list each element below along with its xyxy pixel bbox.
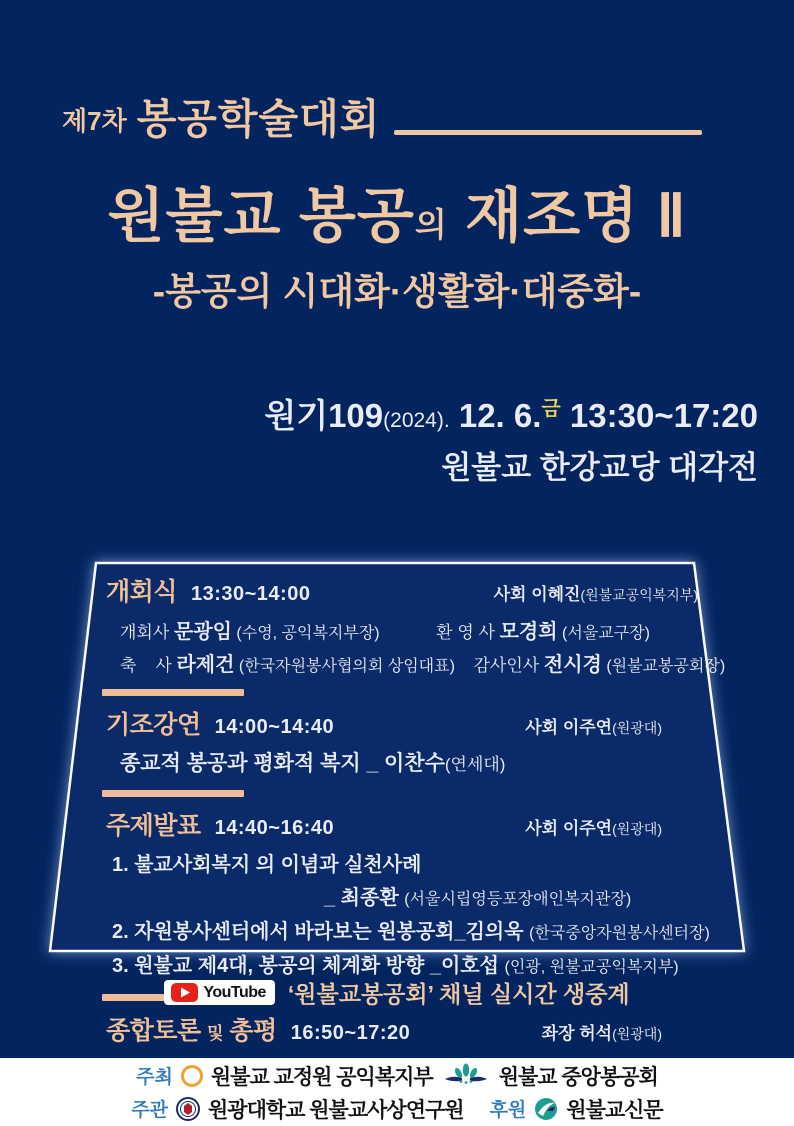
subtitle: -봉공의 시대화·생활화·대중화- <box>152 271 642 312</box>
speaker-name: _김의욱 <box>454 921 530 943</box>
opening-row-2 <box>120 648 726 677</box>
item-title: 3. 원불교 제4대, 봉공의 체계화 방향 <box>112 955 430 977</box>
section-opening-host <box>494 580 698 605</box>
divider-bar <box>102 689 244 696</box>
presentation-item-1-speaker <box>324 881 698 910</box>
person-name: 모경희 <box>499 621 558 643</box>
venue-line: 원불교 한강교당 대각전 <box>441 450 758 485</box>
footer-host-1: 원불교 교정원 공익복지부 <box>210 1065 433 1089</box>
event-date: 12. 6. <box>449 397 542 434</box>
footer-host-2: 원불교 중앙봉공회 <box>498 1065 658 1089</box>
footer-line-1 <box>136 1061 658 1091</box>
section-opening-head <box>106 572 698 608</box>
footer-organizer: 원광대학교 원불교사상연구원 <box>208 1098 464 1122</box>
opening-row-1 <box>120 615 698 644</box>
section-keynote-title: 기조강연 <box>106 711 201 739</box>
role-label: 축 사 <box>120 656 177 675</box>
main-title-particle: 의 <box>414 206 448 243</box>
host-name: 이주연 <box>562 819 613 838</box>
person-org: (서울교구장) <box>557 625 650 642</box>
person-org: (수영, 공익복지부장) <box>231 625 380 642</box>
presentation-item-3 <box>112 949 698 978</box>
footer-line-2 <box>131 1094 662 1124</box>
item-title: 2. 자원봉사센터에서 바라보는 원봉공회 <box>112 921 455 943</box>
footer <box>0 1058 794 1126</box>
talk-title: 종교적 봉공과 평화적 복지 _ <box>120 752 384 775</box>
person-org: (한국자원봉사협의회 상임대표) <box>234 658 455 675</box>
section-discussion-head <box>106 1011 698 1047</box>
person-org: (원불교봉공회장) <box>601 658 726 675</box>
section-opening-time: 13:30~14:00 <box>190 583 311 605</box>
sponsor-label: 후원 <box>489 1100 527 1121</box>
section-keynote-host <box>525 713 662 738</box>
main-title-pre: 원불교 봉공 <box>107 183 415 249</box>
gregorian-year: (2024). <box>383 409 450 432</box>
host-org: (원광대) <box>612 1026 662 1042</box>
host-label: 주최 <box>136 1067 173 1088</box>
youtube-logo <box>164 980 275 1005</box>
section-presentations-host <box>525 814 662 839</box>
youtube-brand-text: YouTube <box>203 983 266 1001</box>
section-presentations-head <box>106 806 698 842</box>
speaker-name: _ 최종환 <box>324 887 405 909</box>
item-title: 1. 불교사회복지 의 이념과 실천사례 <box>112 854 422 876</box>
person-name: 전시경 <box>543 654 602 676</box>
event-series-title: 봉공학술대회 <box>136 96 381 142</box>
header-underline <box>394 130 702 135</box>
date-line <box>264 390 758 437</box>
section-discussion-title <box>106 1011 277 1047</box>
won-circle-icon <box>181 1065 203 1087</box>
host-label: 좌장 <box>541 1024 580 1043</box>
role-label: 개회사 <box>120 623 174 642</box>
section-keynote-head <box>106 705 698 741</box>
title-block <box>0 168 794 315</box>
discussion-title-mid: 및 <box>207 1024 223 1043</box>
speaker-name: _이호섭 <box>429 955 505 977</box>
role-label: 환 영 사 <box>436 623 500 642</box>
youtube-play-icon <box>171 983 198 1002</box>
keynote-talk-row <box>120 747 698 777</box>
speaker-org: (인광, 원불교공익복지부) <box>504 959 679 976</box>
youtube-row <box>0 976 794 1009</box>
weekday-badge: 금 <box>541 398 561 420</box>
discussion-title-2: 총평 <box>222 1017 277 1045</box>
host-label: 사회 <box>493 585 532 604</box>
section-presentations-title: 주제발표 <box>106 812 201 840</box>
role-label: 감사인사 <box>473 656 544 675</box>
main-title <box>0 168 794 253</box>
host-name: 허석 <box>579 1024 613 1043</box>
host-org: (원광대) <box>612 821 662 837</box>
main-title-post: 재조명 Ⅱ <box>447 183 687 249</box>
divider-bar <box>102 790 244 797</box>
section-opening-title: 개회식 <box>106 578 177 606</box>
host-org: (원광대) <box>612 720 662 736</box>
bonggong-logo-icon <box>443 1063 489 1089</box>
speaker-org: (서울시립영등포장애인복지관장) <box>404 891 632 908</box>
header <box>62 86 702 145</box>
host-label: 사회 <box>525 819 563 838</box>
newspaper-logo-icon <box>534 1097 558 1121</box>
host-name: 이혜진 <box>531 585 581 604</box>
host-name: 이주연 <box>562 718 613 737</box>
section-discussion-host <box>542 1019 662 1044</box>
host-org: (원불교공익복지부) <box>580 587 698 603</box>
event-time: 13:30~17:20 <box>560 397 758 434</box>
person-name: 라제건 <box>176 654 235 676</box>
host-label: 사회 <box>525 718 563 737</box>
speaker-org: (연세대) <box>444 755 506 774</box>
wonkwang-seal-icon <box>176 1097 200 1121</box>
era-year: 원기109 <box>264 397 384 434</box>
section-presentations-time: 14:40~16:40 <box>214 817 335 839</box>
presentation-item-2 <box>112 915 710 944</box>
event-round: 제7차 <box>62 106 127 136</box>
section-keynote-time: 14:00~14:40 <box>214 716 335 738</box>
person-name: 문광임 <box>174 621 232 643</box>
speaker-name: 이찬수 <box>384 752 445 775</box>
datetime-block <box>264 390 758 487</box>
footer-sponsor: 원불교신문 <box>566 1098 663 1122</box>
youtube-live-text: ‘원불교봉공회’ 채널 실시간 생중계 <box>287 981 630 1007</box>
section-discussion-time: 16:50~17:20 <box>290 1022 411 1044</box>
presentation-item-1 <box>112 848 698 877</box>
speaker-org: (한국중앙자원봉사센터장) <box>529 925 710 942</box>
discussion-title-1: 종합토론 <box>106 1017 208 1045</box>
organizer-label: 주관 <box>131 1100 168 1121</box>
